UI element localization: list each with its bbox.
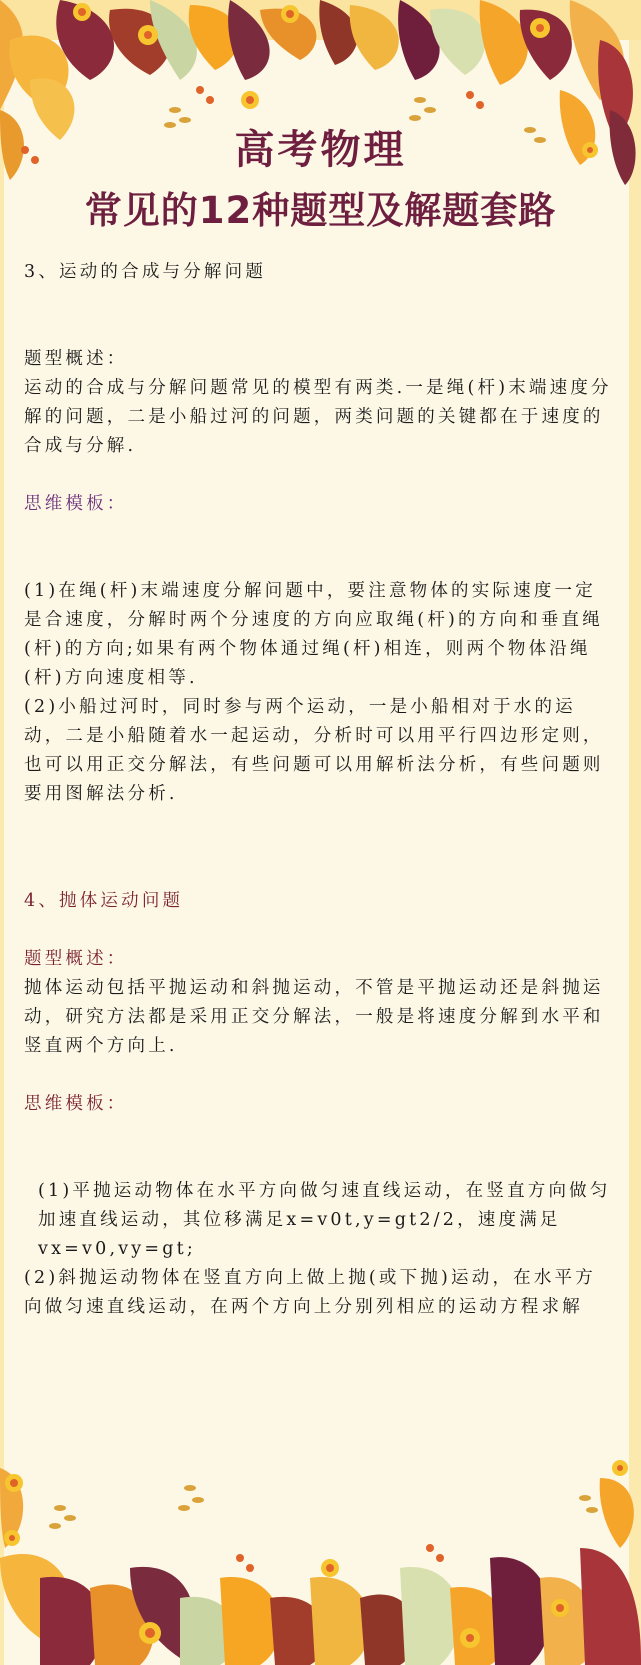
section4-template-point-1: (1)平抛运动物体在水平方向做匀速直线运动，在竖直方向做匀加速直线运动，其位移满足x=v0t,y=gt2/2，速度满足vx=v0,vy=gt; xyxy=(38,1181,611,1259)
section4-overview-label: 题型概述： xyxy=(24,949,128,969)
section4-overview-text: 抛体运动包括平抛运动和斜抛运动，不管是平抛运动还是斜抛运动，研究方法都是采用正交分解法，一般是将速度分解到水平和竖直两个方向上. xyxy=(24,978,604,1056)
section4-heading: 4、抛体运动问题 xyxy=(24,891,184,911)
section4-template-label: 思维模板： xyxy=(24,1094,128,1114)
article-body xyxy=(24,258,616,1322)
section4-template-point-2: (2)斜抛运动物体在竖直方向上做上抛(或下抛)运动，在水平方向做匀速直线运动，在两个方向上分别列相应的运动方程求解 xyxy=(24,1268,596,1317)
section3-heading: 3、运动的合成与分解问题 xyxy=(24,262,267,282)
border-right xyxy=(629,0,641,1665)
section3-template-label: 思维模板： xyxy=(24,494,128,514)
page-subtitle: 常见的12种题型及解题套路 xyxy=(84,189,557,232)
section3-overview-label: 题型概述： xyxy=(24,349,128,369)
section3-overview-text: 运动的合成与分解问题常见的模型有两类.一是绳(杆)末端速度分解的问题，二是小船过河的问题，两类问题的关键都在于速度的合成与分解. xyxy=(24,378,612,456)
border-left xyxy=(0,0,4,1665)
section3-template-point-2: (2)小船过河时，同时参与两个运动，一是小船相对于水的运动，二是小船随着水一起运动，分析时可以用平行四边形定则，也可以用正交分解法，有些问题可以用解析法分析，有些问题则要用图解法分析. xyxy=(24,697,604,804)
section3-template-point-1: (1)在绳(杆)末端速度分解问题中，要注意物体的实际速度一定是合速度，分解时两个分速度的方向应取绳(杆)的方向和垂直绳(杆)的方向;如果有两个物体通过绳(杆)相连，则两个物体沿绳(杆)方向速度相等. xyxy=(24,581,603,688)
autumn-leaves-bottom-decoration xyxy=(0,1448,641,1665)
page-title: 高考物理 xyxy=(234,127,407,173)
